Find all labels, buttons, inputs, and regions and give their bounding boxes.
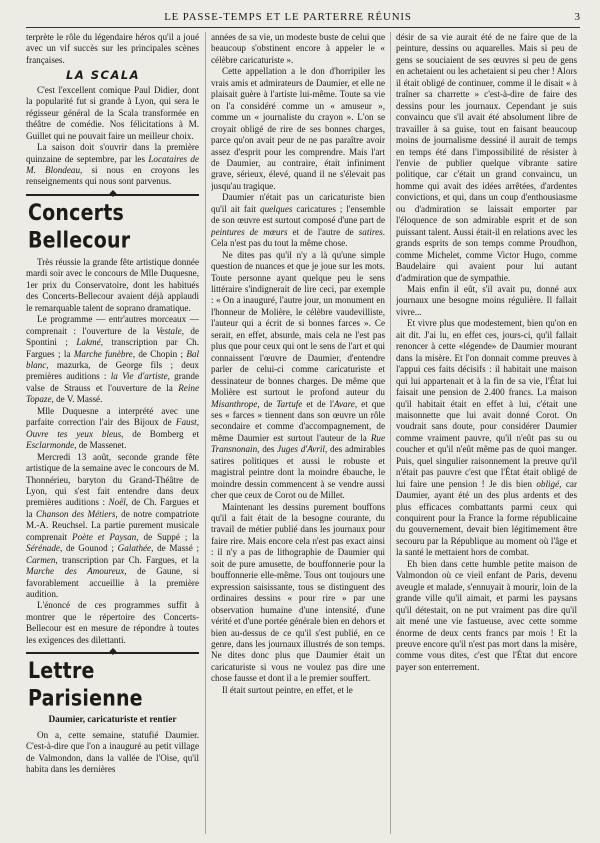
scala-paragraph: C'est l'excellent comique Paul Didier, dont la popularité fut si grande à Lyon, qui sera le régisseur général de la Scala transformée en théâtre de comédie. Nos félicitations à M. Guillet qui ne pouvait faire un meilleur choix. xyxy=(26,84,199,141)
column-divider xyxy=(390,32,391,834)
article-paragraph: Maintenant les dessins purement bouffons qu'il a fait était de la besogne courante, du travail de métier publié dans les journaux pour faire rire. Mais encore cela n'est pas exact ainsi : il n'y a pas de lithographie de Daumier qui soit de pure amusette, de bouffonnerie pour la bouffonnerie elle-même. Tous ont toujours une expression saisissante, tous se distinguent des ordinaires dessins « pour rire » par une observation humaine d'une intensité, d'une vérité et d'une portée générale bien en dehors et bien au-dessus de ce qu'il s'est publié, en ce genre, dans les journaux illustrés de son temps. Ne dites donc plus que Daumier était un caricaturiste si vous ne voulez pas dire une chose fausse et dont il a le premier souffert. xyxy=(211,501,385,684)
concerts-paragraph: Très réussie la grande fête artistique donnée mardi soir avec le concours de Mlle Duquesne, 1er prix du Conservatoire, dont les habitués des Concerts-Bellecour avaient déjà applaudi le remarquable talent de soprano dramatique. xyxy=(26,256,199,313)
column-2 xyxy=(211,32,385,834)
article-paragraph: Mais enfin il eût, s'il avait pu, donné aux journaux une besogne moins régulière. Il fallait vivre... xyxy=(396,283,577,317)
scala-heading: LA SCALA xyxy=(66,68,141,83)
section-ornament xyxy=(26,191,199,199)
lettre-heading: Lettre Parisienne xyxy=(28,658,143,712)
page-number: 3 xyxy=(574,11,580,23)
column-1 xyxy=(26,32,199,834)
article-paragraph: Ne dites pas qu'il n'y a là qu'une simple question de nuances et que je joue sur les mots. Toute personne ayant quelque peu le sens littéraire s'indignerait de lire ceci, par exemple : « On a inauguré, l'autre jour, un monument en l'honneur de Molière, le célèbre vaudevilliste, l'auteur qui a écrit de si bonnes farces ». Ce serait, en effet, absurde, mais cela ne l'est pas plus que pour ceux qui ont le sens de l'art et qui connaissent l'œuvre de Daumier, d'entendre parler de celui-ci comme caricaturiste et dessinateur de bonnes charges. De même que Molière est surtout le profond auteur du Misanthrope, de Tartufe et de l'Avare, et que ses « farces » tiennent dans son œuvre un rôle secondaire et comme d'accompagnement, de même Daumier est surtout l'auteur de la Rue Transnonain, des Juges d'Avril, des admirables satires politiques et aussi le robuste et magistral peintre dont la moindre ébauche, le moindre dessin commencent à se vendre aussi cher que ceux de Corot ou de Millet. xyxy=(211,249,385,501)
article-paragraph: Daumier n'était pas un caricaturiste bien qu'il ait fait quelques caricatures ; l'ensemble de son œuvre est surtout composé d'une part de peintures de mœurs et de l'autre de satires. Cela n'est pas du tout la même chose. xyxy=(211,192,385,249)
article-paragraph: Il était surtout peintre, en effet, et le xyxy=(222,684,353,695)
section-ornament xyxy=(26,649,199,657)
article-paragraph: Et vivre plus que modestement, bien qu'on en ait dit. J'ai lu, en effet ces, jours-ci, qu'il fallait renoncer à cette «légende» de Daumier mourant dans la misère. Et l'on donnait comme preuves à l'appui ces faits décisifs : il habitait une maison qui lui appartenait et à la fin de sa vie, l'État lui faisait une pension de 2.400 francs. La maison qu'il habitait était en effet à lui, c'était une maisonnette que lui avait donné Corot. On voudrait sans doute, pour considérer Daumier comme vraiment pauvre, qu'il n'eût pas su ou coucher et qu'il n'eût même pas de quoi manger. Puis, quel singulier raisonnement la preuve qu'il n'était pas pauvre c'est que l'État était obligé de lui faire une pension ! Je dis bien obligé, car Daumier, ayant été un des plus ardents et des plus efficaces combattants parmi ceux qui conquirent pour la France la forme républicaine du gouvernement, devait bien légitimement être secouru par la République au moment où l'âge et la santé le mettaient hors de combat. xyxy=(396,318,577,558)
article-paragraph: Eh bien dans cette humble petite maison de Valmondon où ce vieil enfant de Paris, devenu aveugle et malade, s'ennuyait à mourir, loin de la grande ville qu'il aimait, et parmi les paysans qu'il détestait, on ne put vraiment pas dire qu'il ait mené une vie fastueuse, avec cette somme énorme de deux cents francs par mois ! Et la preuve encore qu'il n'est pas mort dans la misère, comme vous dites, c'est que l'État dut encore payer son enterrement. xyxy=(396,558,577,672)
column-divider xyxy=(205,32,206,834)
page-header xyxy=(26,8,580,30)
article-paragraph: années de sa vie, un modeste buste de celui que beaucoup s'obstinent encore à appeler le « célèbre caricaturiste ». xyxy=(211,32,385,65)
column-3 xyxy=(396,32,577,834)
concerts-paragraph: Mlle Duquesne a interprété avec une parfaite correction l'air des Bijoux de Faust, Ouvre tes yeux bleus, de Bomberg et Esclarmonde, de Massenet. xyxy=(26,405,199,451)
lettre-paragraph: On a, cette semaine, statufié Daumier. C'est-à-dire que l'on a inauguré au petit village de Valmondon, dans la vallée de l'Oise, qu'il habita dans les dernières xyxy=(26,729,199,775)
article-paragraph: désir de sa vie aurait été de ne faire que de la peinture, dessins ou aquarelles. Mais si peu de gens se souciaient de ses œuvres si peu de gens en achetaient ou les achetaient si peu cher ! Alors il était obligé de continuer, comme il le disait « à traîner sa charrette » c'est-à-dire de faire des dessins pour les journaux. Cependant je suis convaincu que s'il avait été absolument libre de travailler à sa guise, tout en faisant beaucoup moins de journalisme dessiné il aurait de temps en temps été dans l'impossibilité de résister à l'envie de publier quelque vibrante satire politique, car c'était un grand convaincu, un homme qui avait des idées arrêtées, d'ardentes convictions, et qui, dans un coup d'enthousiasme ou d'admiration se laissait emporter par l'éloquence de son admirable esprit et de son puissant talent. Aussi était-il en relations avec les grands esprits de son temps comme Proudhon, comme Michelet, comme Victor Hugo, comme Baudelaire qui avaient pour lui autant d'admiration que de sympathie. xyxy=(396,32,577,283)
concerts-heading: Concerts Bellecour xyxy=(28,200,131,254)
intro-paragraph: terprète le rôle du légendaire héros qu'il a joué avec un vif succès sur les principales scènes françaises. xyxy=(26,32,199,65)
concerts-paragraph: Le programme — entr'autres morceaux — comprenait : l'ouverture de la Vestale, de Spontini ; Lakmé, transcription par Ch. Fargues ; la Marche funèbre, de Chopin ; Bal blanc, mazurka, de George fils ; deux premières auditions : la Vie d'artiste, grande valse de Strauss et l'ouverture de la Reine Topaze, de V. Massé. xyxy=(26,314,199,405)
concerts-paragraph: Mercredi 13 août, seconde grande fête artistique de la semaine avec le concours de M. Thonnérieu, baryton du Grand-Théâtre de Lyon, qui s'est fait entendre dans deux premières auditions : Noël, de Ch. Fargues et la Chanson des Métiers, de notre compatriote M.-A. Reuchsel. La partie purement musicale comprenait Poète et Paysan, de Suppé ; la Sérénade, de Gounod ; Galathée, de Massé ; Carmen, transcription par Ch. Fargues, et la Marche des Amoureux, de Gaune, si favorablement accueillie à la première audition. xyxy=(26,451,199,600)
concerts-paragraph: L'énoncé de ces programmes suffit à montrer que le répertoire des Concerts-Bellecour est en mesure de répondre à toutes les exigences des dilettanti. xyxy=(26,600,199,645)
running-head: LE PASSE-TEMPS ET LE PARTERRE RÉUNIS xyxy=(164,11,412,23)
lettre-subtitle: Daumier, caricaturiste et rentier xyxy=(48,715,177,726)
article-paragraph: Cette appellation a le don d'horripiler les vrais amis et admirateurs de Daumier, et elle ne plaisait guère à l'artiste lui-même. Toute sa vie on l'a considéré comme un « amuseur », comme un « journaliste du crayon ». L'on se croyait obligé de rire de ses bonnes charges, parce qu'on avait peur de ne pas paraître avoir assez d'esprit pour les comprendre. Mais l'art de Daumier, au contraire, était infiniment grave, sérieux, élevé, quand il ne s'élevait pas jusqu'au tragique. xyxy=(211,66,385,191)
header-rule xyxy=(26,27,580,28)
scala-paragraph: La saison doit s'ouvrir dans la première quinzaine de septembre, par les Locataires de M. Blondeau, si nous en croyons les renseignements qui nous sont parvenus. xyxy=(26,142,199,187)
